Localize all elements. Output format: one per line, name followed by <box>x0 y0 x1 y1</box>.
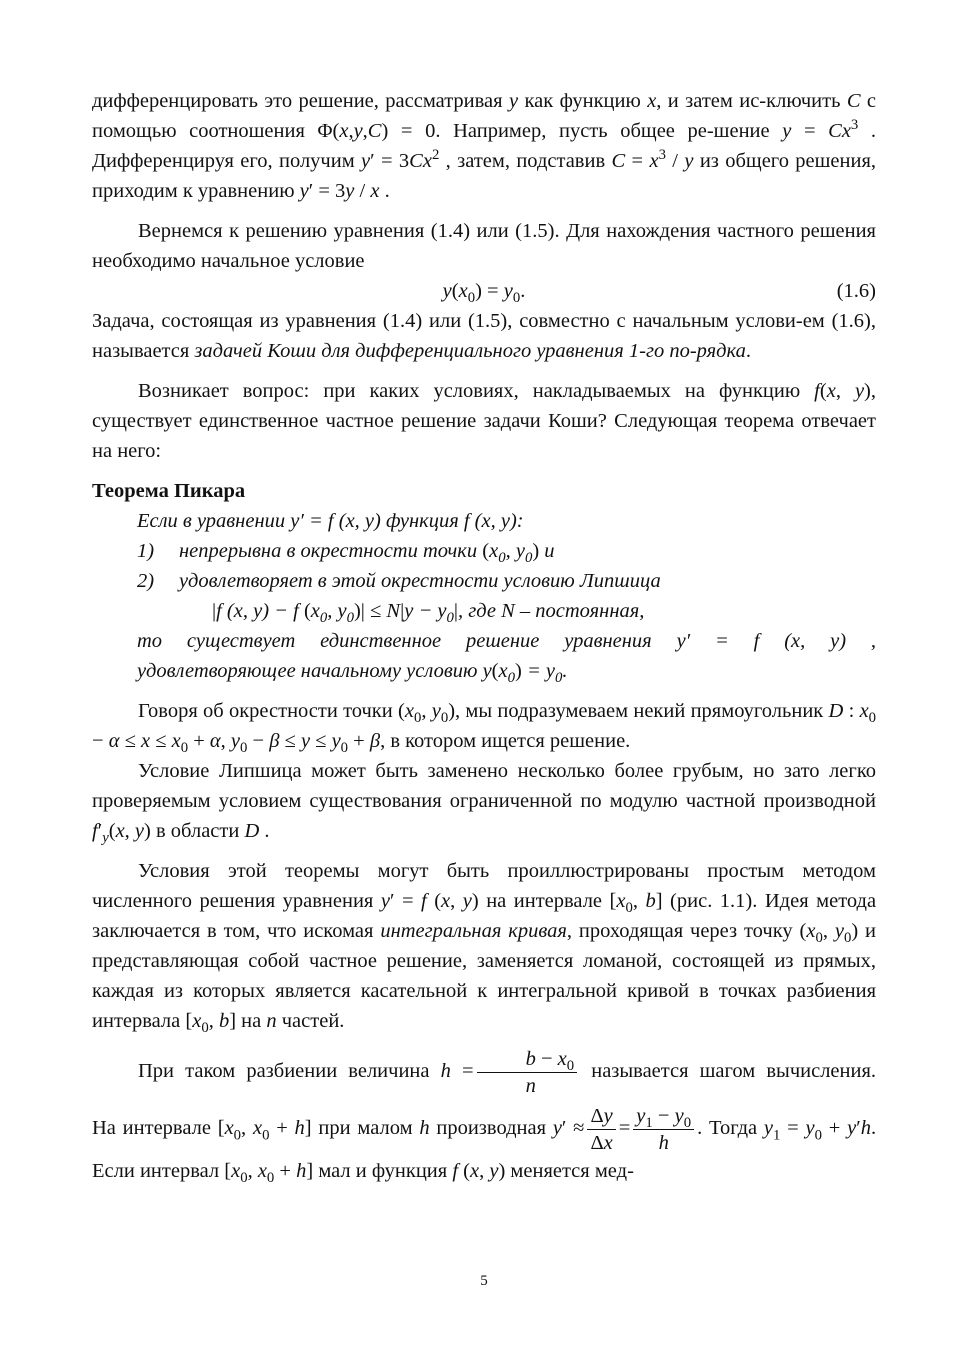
text: из общего решения, приходим к уравнению <box>92 150 877 202</box>
text: , мы подразумеваем некий прямоугольник <box>455 700 824 722</box>
paragraph-3 <box>92 306 876 366</box>
theorem-conclusion-1: то существует единственное решение уравнения y′ = f (x, y) , <box>137 630 877 652</box>
equation-label: (1.6) <box>836 280 876 302</box>
text: в области <box>155 820 240 842</box>
paragraph-9: На интервале [$x_0$, $x_0 + h$] при малом h производная y′ ≈ $\frac{\Delta y}{\Delta x}$ = $\frac{y_1 - y_0}{h}$ . Тогда $y_1 = y_0 + y'h$. Если интервал [$x_0$, $x_0 + h$] мал и функция f (x, y) меняется мед- <box>92 1105 877 1187</box>
text: называется шагом вычисления. <box>591 1060 877 1083</box>
text: Возникает вопрос: при каких условиях, накладываемых на функцию <box>138 380 801 402</box>
text: и представляющая собой частное решение, заменяется ломаной, состоящей из прямых, каждая из которых является касательной к интегральной кривой в точках разбиения интервала <box>92 920 876 1032</box>
text: . <box>745 340 752 362</box>
text: , и затем ис-ключить <box>656 90 841 112</box>
text: производная <box>436 1117 547 1140</box>
fraction-dy-dx: $\frac{\Delta y}{\Delta x}$ <box>587 1103 615 1156</box>
text: непрерывна в окрестности точки <box>179 540 478 562</box>
emphasis: интегральная кривая <box>380 920 567 942</box>
text: удовлетворяющее начальному условию <box>137 660 478 682</box>
text: Говоря об окрестности точки <box>138 700 393 722</box>
text: . Дифференцируя его, получим <box>92 120 877 172</box>
text: . Тогда <box>697 1117 758 1140</box>
paragraph-4: Возникает вопрос: при каких условиях, накладываемых на функцию f(x, y), существует единственное частное решение задачи Коши? Следующая теорема отвечает на него: <box>92 380 876 462</box>
lipschitz-condition: |f (x, y) − f ($x_0$, $y_0)| \le N|y - y_0|$, где N – постоянная, <box>212 600 645 627</box>
text: на интервале <box>486 890 603 912</box>
theorem-line-1: Если в уравнении y′ = f (x, y) функция f (x, y): <box>137 510 524 532</box>
text: Если в уравнении <box>137 510 286 532</box>
text: Условия этой теоремы могут быть проиллюстрированы простым методом численного решения уравнения <box>92 860 876 912</box>
fraction-diff: $\frac{y_1 - y_0}{h}$ <box>633 1103 694 1156</box>
text: , проходящая через точку <box>566 920 793 942</box>
text: как функцию <box>524 90 641 112</box>
text: (рис. 1.1). Идея метода заключается в том, что искомая <box>92 890 877 942</box>
text: где N – постоянная, <box>468 600 645 622</box>
paragraph-5: Говоря об окрестности точки ($x_0$, $y_0$), мы подразумеваем некий прямоугольник D : $x_0 - \alpha \le x \le x_0 + \alpha$, $y_0 - \beta \le y \le y_0 + \beta$, в котором ищется решение. <box>92 700 877 757</box>
page-number: 5 <box>480 1273 488 1289</box>
equation-1-6: $y(x_0) = y_0$. (1.6) <box>92 276 876 306</box>
text: удовлетворяет в этой окрестности условию Липшица <box>179 570 661 592</box>
text: При таком разбиении величина <box>138 1060 430 1083</box>
text: Условие Липшица может быть заменено несколько более грубым, но зато легко проверяемым условием существования ограниченной по модулю частной производной <box>92 760 876 812</box>
theorem-item-1: 1) непрерывна в окрестности точки ($x_0$, $y_0$) и <box>137 540 555 567</box>
text: и <box>544 540 555 562</box>
text: на <box>241 1010 262 1032</box>
text: На интервале <box>92 1117 211 1140</box>
text: мал и функция <box>318 1160 448 1182</box>
theorem-item-2: 2) удовлетворяет в этой окрестности условию Липшица <box>137 566 876 596</box>
theorem-body <box>92 506 876 686</box>
paragraph-2: Вернемся к решению уравнения (1.4) или (1.5). Для нахождения частного решения необходимо начальное условие <box>92 220 876 272</box>
paragraph-6: Условие Липшица может быть заменено несколько более грубым, но зато легко проверяемым условием существования ограниченной по модулю частной производной $f'_y(x$, y) в области D . <box>92 760 876 847</box>
emphasis: задачей Коши для дифференциального уравнения 1-го по-рядка <box>194 340 746 362</box>
fraction-step: $\frac{b - x_0}{n}$ <box>477 1046 578 1099</box>
paragraph-1: дифференцировать это решение, рассматривая y как функцию x, и затем ис-ключить C с помощью соотношения Φ(x,y,C) = 0. Например, пусть общее ре-шение $y = Cx^3$ . Дифференцируя его, получим $y' = 3Cx^2$ , затем, подставив $C = x^3 / y$ из общего решения, приходим к уравнению y′ = 3y / x . <box>92 90 877 202</box>
theorem-conclusion-2: удовлетворяющее начальному условию $y(x_0) = y_0$. <box>137 660 568 687</box>
text: , в котором ищется решение. <box>380 730 631 752</box>
theorem-title: Теорема Пикара <box>92 480 246 502</box>
text: при малом <box>318 1117 413 1140</box>
text: , затем, подставив <box>445 150 606 172</box>
text: . Если интервал <box>92 1117 877 1182</box>
text: меняется мед- <box>510 1160 634 1182</box>
text: функция <box>385 510 459 532</box>
text: частей. <box>281 1010 345 1032</box>
page-body <box>92 86 876 1186</box>
paragraph-7: Условия этой теоремы могут быть проиллюстрированы простым методом численного решения уравнения y′ = f (x, y) на интервале [$x_0$, b] (рис. 1.1). Идея метода заключается в том, что искомая интегральная кривая, проходящая через точку ($x_0$, $y_0$) и представляющая собой частное решение, заменяется ломаной, состоящей из прямых, каждая из которых является касательной к интегральной кривой в точках разбиения интервала [$x_0$, b] на n частей. <box>92 860 877 1037</box>
text: дифференцировать это решение, рассматривая <box>92 90 503 112</box>
text: Задача, состоящая из уравнения (1.4) или (1.5), совместно с начальным услови-ем (1.6), называется <box>92 310 876 362</box>
text: . Например, пусть общее ре-шение <box>435 120 770 142</box>
paragraph-8: При таком разбиении величина h = $\frac{b - x_0}{n}$ называется шагом вычисления. <box>138 1048 877 1097</box>
text: , существует единственное частное решение задачи Коши? Следующая теорема отвечает на него: <box>92 380 876 462</box>
text: то существует единственное решение уравнения <box>137 630 652 652</box>
text: с помощью соотношения <box>92 90 877 142</box>
